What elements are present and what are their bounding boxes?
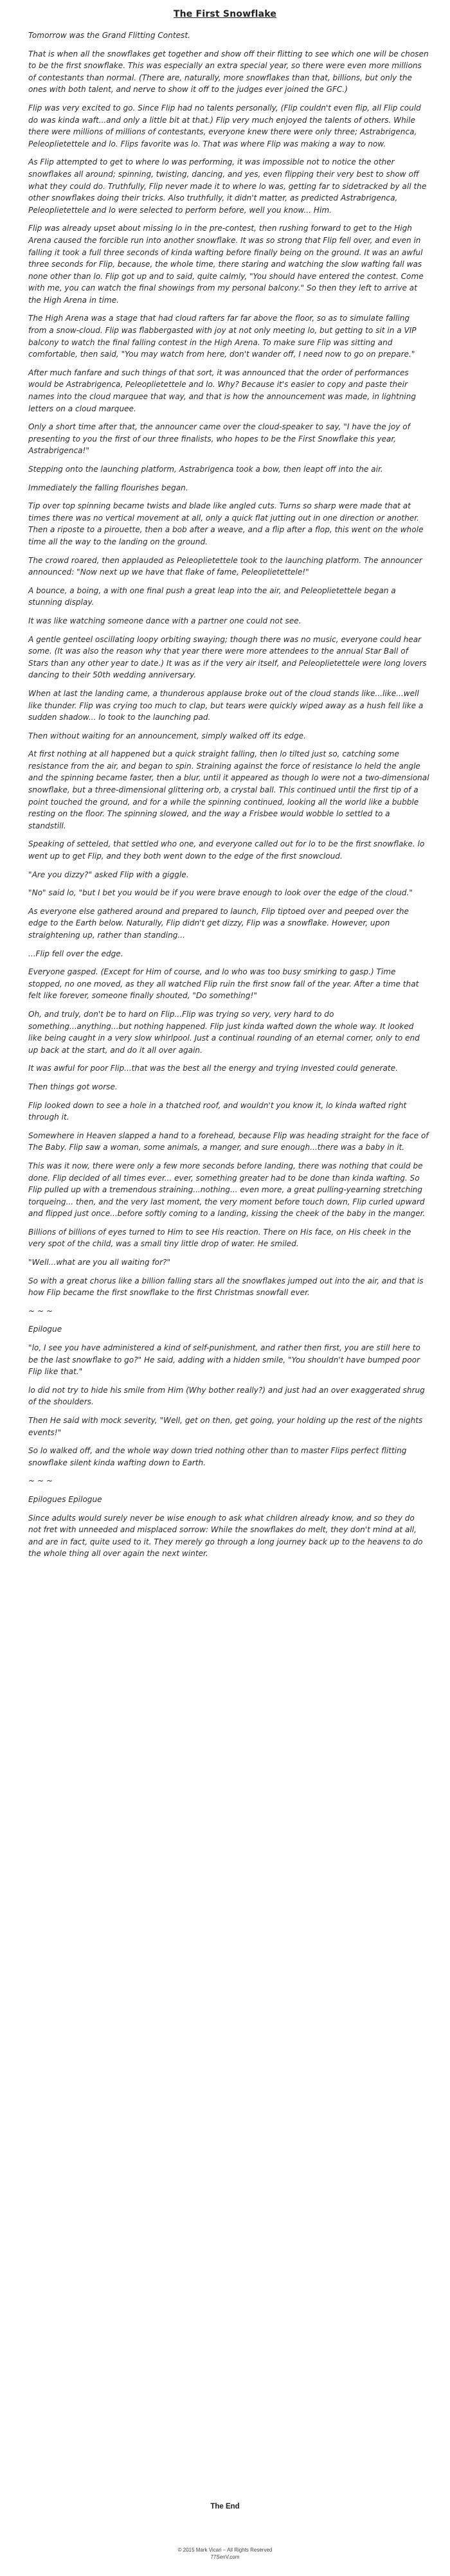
story-paragraph: After much fanfare and such things of that sort, it was announced that the order of performances would be Astrabrigenca, Peleoplietettele and lo. Why? Because it's easier to copy and paste their names into the cloud marquee that way, and that is how the announcement was made, in lightning letters on a cloud marquee. [28, 368, 417, 413]
story-paragraph: "Well...what are you all waiting for?" [28, 1258, 171, 1267]
story-paragraph: It was awful for poor Flip...that was the best all the energy and trying invested could generate. [28, 1064, 398, 1073]
story-paragraph: "No" said lo, "but I bet you would be if you were brave enough to look over the edge of the cloud." [28, 888, 413, 898]
story-paragraph: Then He said with mock severity, "Well, get on then, get going, your holding up the rest of the nights events!" [28, 1416, 423, 1437]
story-paragraph: Everyone gasped. (Except for Him of course, and lo who was too busy smirking to gasp.) Time stopped, no one moved, as they all watched Flip ruin the first snow fall of the year. After a time that felt like forever, someone finally shouted, "Do something!" [28, 967, 419, 1001]
story-paragraph: Then things got worse. [28, 1082, 118, 1091]
story-paragraph: Immediately the falling flourishes began. [28, 483, 188, 492]
copyright-site: 77SenV.com [210, 2554, 240, 2560]
story-paragraph: As Flip attempted to get to where lo was performing, it was impossible not to notice the other snowflakes all around; spinning, twisting, dancing, and yes, even flipping their very best to show off what they could do. Truthfully, Flip never made it to where lo was, getting far to sidetracked by all the other snowflakes doing their tricks. Also truthfully, it didn't matter, as predicted Astrabrigenca, Peleoplietettele and lo were selected to perform before, well you know... Him. [28, 157, 427, 215]
story-paragraph: ~ ~ ~ [28, 1476, 53, 1486]
story-paragraph: Oh, and truly, don't be to hard on Flip...Flip was trying so very, very hard to do something...anything...but nothing happened. Flip just kinda wafted down the whole way. It looked like being caught in a very slow whirlpool. Just a continual rounding of an eternal corner, only to end up back at the start, and do it all over again. [28, 1009, 420, 1055]
story-paragraph: Billions of billions of eyes turned to Him to see His reaction. There on His face, on His cheek in the very spot of the child, was a small tiny little drop of water. He smiled. [28, 1227, 411, 1249]
story-paragraph: Flip was already upset about missing lo in the pre-contest, then rushing forward to get to the High Arena caused the forcible run into another snowflake. It was so strong that Flip fell over, and even in falling it took a full three seconds of kinda wafting before finally being on the ground. It was an awful three seconds for Flip, because, the whole time, there staring and watching the slow wafting fall was none other than lo. Flip got up and to said, quite calmly, "You should have entered the contest. Come with me, you can watch the final showings from my personal balcony." So then they left to arrive at the High Arena in time. [28, 224, 424, 305]
story-paragraph: At first nothing at all happened but a quick straight falling, then lo tilted just so, catching some resistance from the air, and began to spin. Straining against the force of resistance lo held the angle and the spinning became faster, then a blur, until it appeared as though lo were not a two-dimensional snowflake, but a three-dimensional glittering orb, a crystal ball. This continued until the first tip of a point touched the ground, and for a while the spinning continued, looking all the world like a bubble resting on the floor. The spinning slowed, and the way a Frisbee would wobble lo settled to a standstill. [28, 749, 429, 830]
story-paragraph: That is when all the snowflakes get together and show off their flitting to see which one will be chosen to be the first snowflake. This was especially an extra special year, so there were even more millions of contestants than normal. (There are, naturally, more snowflakes than that, billions, but only the ones with both talent, and nerve to show it off to the judges ever joined the GFC.) [28, 49, 429, 94]
story-paragraph: "lo, I see you have administered a kind of self-punishment, and rather then first, you are still here to be the last snowflake to go?" He said, adding with a hidden smile, "You shouldn't have bumped poor Flip like that." [28, 1343, 420, 1377]
story-paragraph: It was like watching someone dance with a partner one could not see. [28, 616, 302, 625]
story-body [28, 30, 429, 1566]
end-label: The End [210, 2503, 240, 2510]
story-paragraph: The High Arena was a stage that had cloud rafters far far above the floor, so as to simulate falling from a snow-cloud. Flip was flabbergasted with joy at not only meeting lo, but getting to sit in a VIP balcony to watch the final falling contest in the High Arena. To make sure Flip was sitting and comfortable, then said, "You may watch from here, don't wander off, I need now to go on prepare." [28, 314, 417, 359]
story-paragraph: A bounce, a boing, a with one final push a great leap into the air, and Peleoplietettele began a stunning display. [28, 586, 396, 607]
story-paragraph: A gentle genteel oscillating loopy orbiting swaying; though there was no music, everyone could hear some. (It was also the reason why that year there were more attendees to the annual Star Ball of Stars than any other year to date.) It was as if the very air itself, and Peleoplietettele were long lovers dancing to their 50th wedding anniversary. [28, 634, 427, 680]
story-paragraph: ...Flip fell over the edge. [28, 949, 123, 958]
story-paragraph: This was it now, there were only a few more seconds before landing, there was nothing that could be done. Flip decided of all times ever... ever, something greater had to be done than kinda wafting. So Flip pulled up with a tremendous straining...nothing... even more, a great pulling-yearning stretching torqueing... then, and the very last moment, the very moment before touch down, Flip curled upward and flipped just once...before softly coming to a landing, kissing the cheek of the baby in the manger. [28, 1161, 426, 1219]
story-paragraph: "Are you dizzy?" asked Flip with a giggle. [28, 870, 189, 879]
story-paragraph: Then without waiting for an announcement, simply walked off its edge. [28, 731, 306, 740]
story-paragraph: Since adults would surely never be wise enough to ask what children already know, and so they do not fret with unneeded and misplaced sorrow: While the snowflakes do melt, they don't mind at all, and are in fact, quite used to it. They merely go through a long journey back up to the heavens to do the whole thing all over again the next winter. [28, 1513, 423, 1559]
story-paragraph: As everyone else gathered around and prepared to launch, Flip tiptoed over and peeped over the edge to the Earth below. Naturally, Flip didn't get dizzy, Flip was a snowflake. However, upon straightening up, rather than standing... [28, 906, 409, 940]
story-paragraph: Epilogue [28, 1325, 62, 1334]
story-paragraph: Flip was very excited to go. Since Flip had no talents personally, (Flip couldn't even flip, all Flip could do was kinda waft...and only a little bit at that.) Flip very much enjoyed the talents of others. While there were millions of millions of contestants, everyone knew there were only three; Astrabrigenca, Peleoplietettele and lo. Flips favorite was lo. That was where Flip was making a way to now. [28, 103, 421, 148]
story-paragraph: Tip over top spinning became twists and blade like angled cuts. Turns so sharp were made that at times there was no vertical movement at all, only a quick flat jutting out in one direction or another. Then a riposte to a pirouette, then a bob after a weave, and a flip after a flop, this went on the whole time all the way to the landing on the ground. [28, 501, 424, 546]
copyright-line: © 2015 Mark Vicari – All Rights Reserved [177, 2547, 273, 2553]
story-paragraph: Stepping onto the launching platform, Astrabrigenca took a bow, then leapt off into the air. [28, 465, 383, 474]
story-paragraph: Epilogues Epilogue [28, 1494, 102, 1504]
story-paragraph: Speaking of setteled, that settled who one, and everyone called out for lo to be the first snowflake. lo went up to get Flip, and they both went down to the edge of the first snowcloud. [28, 839, 425, 861]
page-title: The First Snowflake [173, 9, 277, 19]
story-paragraph: When at last the landing came, a thunderous applause broke out of the cloud stands like...like...well like thunder. Flip was crying too much to clap, but tears were quickly wiped away as a hush fell like a sudden shadow... lo took to the launching pad. [28, 688, 424, 722]
story-paragraph: Somewhere in Heaven slapped a hand to a forehead, because Flip was heading straight for the face of The Baby. Flip saw a woman, some animals, a manger, and sure enough...there was a baby in it. [28, 1131, 429, 1152]
story-paragraph: So with a great chorus like a billion falling stars all the snowflakes jumped out into the air, and that is how Flip became the first snowflake to the first Christmas snowfall ever. [28, 1276, 424, 1298]
copyright-notice [0, 2546, 450, 2561]
story-paragraph: lo did not try to hide his smile from Him (Why bother really?) and just had an over exaggerated shrug of the shoulders. [28, 1385, 425, 1407]
story-paragraph: Only a short time after that, the announcer came over the cloud-speaker to say, "I have the joy of presenting to you the first of our three finalists, who hopes to be the First Snowflake this year, Astrabrigenca!" [28, 422, 410, 456]
story-paragraph: Flip looked down to see a hole in a thatched roof, and wouldn't you know it, lo kinda wafted right through it. [28, 1100, 407, 1122]
story-paragraph: The crowd roared, then applauded as Peleoplietettele took to the launching platform. The announcer announced: "Now next up we have that flake of fame, Peleoplietettele!" [28, 555, 422, 577]
story-paragraph: ~ ~ ~ [28, 1306, 53, 1316]
story-paragraph: Tomorrow was the Grand Flitting Contest. [28, 31, 190, 40]
story-paragraph: So lo walked off, and the whole way down tried nothing other than to master Flips perfect flitting snowflake silent kinda wafting down to Earth. [28, 1446, 407, 1467]
